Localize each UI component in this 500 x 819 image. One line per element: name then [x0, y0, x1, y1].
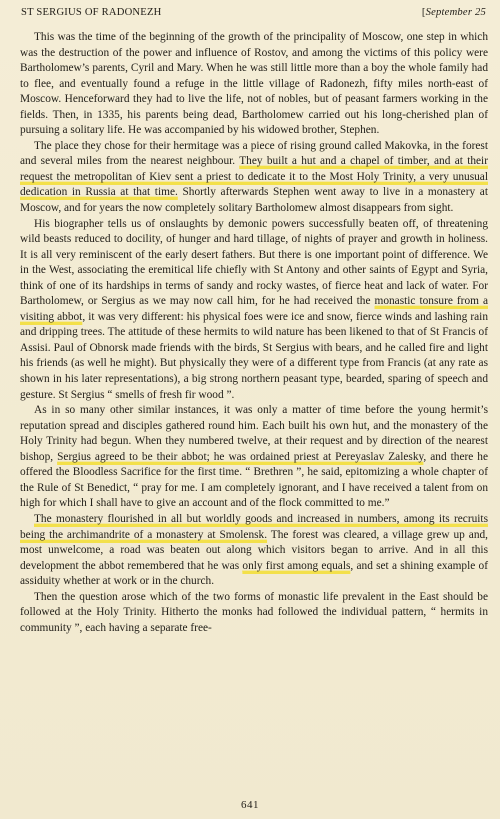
paragraph-text: , and set a shining example of assiduity whether at work or in the church. [20, 559, 488, 588]
date-text: September 25 [425, 7, 486, 18]
running-title: ST SERGIUS OF RADONEZH [21, 7, 162, 18]
paragraph-4 [20, 403, 488, 512]
paragraph-1 [20, 30, 488, 139]
highlighted-text: only first among equals [242, 559, 351, 572]
article-body [20, 30, 488, 636]
paragraph-text: The forest was cleared, a village grew up and, most unwelcome, a road was beaten out along which visitors began to arrive. And in all this development the abbot remembered that he was [20, 528, 488, 572]
highlighted-text: monastic tonsure from a visiting abbot [20, 295, 488, 323]
paragraph-text: The place they chose for their hermitage was a piece of rising ground called Makovka, in the forest and several miles from the nearest neighbour. [20, 139, 488, 168]
page-number: 641 [241, 799, 259, 811]
paragraph-text: , it was very different: his physical foes were ice and snow, fierce winds and lashing rain and dripping trees. The attitude of these hermits to wild nature has been likened to that of St Francis of Assisi. Paul of Obnorsk made friends with the birds, St Sergius with bears, and he called fire and light his friends (as well he might). But physically they were of a different type from Francis (at any rate as shown in his later representations), a big strong northern peasant type, bearded, sparing of speech and gesture. St Sergius “ smells of fresh fir wood ”. [20, 310, 488, 401]
date-bracket: [ [421, 7, 426, 18]
date-label [422, 7, 486, 18]
paragraph-6 [20, 590, 488, 637]
paragraph-text: Shortly afterwards Stephen went away to live in a monastery at Moscow, and for years the now completely solitary Bartholomew almost disappears from sight. [20, 186, 488, 215]
paragraph-2 [20, 139, 488, 217]
highlighted-text: Sergius agreed to be their abbot; he was ordained priest at Pereyaslav Zalesky [57, 450, 424, 463]
paragraph-5 [20, 512, 488, 590]
highlighted-text: They built a hut and a chapel of timber, and at their request the metropolitan of Kiev sent a priest to dedicate it to the Most Holy Trinity, a very unusual dedication in Russia at that time. [20, 155, 488, 199]
paragraph-text: , and there he offered the Bloodless Sacrifice for the first time. “ Brethren ”, he said, epitomizing a whole chapter of the Rule of St Benedict, “ pray for me. I am completely ignorant, and I have received a talent from on high for which I shall have to give an account and of the flock committed to me.” [20, 450, 488, 510]
paragraph-3 [20, 217, 488, 404]
paragraph-text: This was the time of the beginning of the growth of the principality of Moscow, one step in which was the destruction of the power and influence of Rostov, and among the victims of this policy were Bartholomew’s parents, Cyril and Mary. When he was still little more than a boy the whole family had to flee, and eventually found a refuge in the little village of Radonezh, fifty miles north-east of Moscow. Henceforward they had to live the life, not of nobles, but of peasant farmers working in the fields. Then, in 1335, his parents being dead, Bartholomew carried out his long-cherished plan of pursuing a solitary life. He was accompanied by his widowed brother, Stephen. [20, 31, 488, 137]
highlighted-text: The monastery flourished in all but worldly goods and increased in numbers, among its recruits being the archimandrite of a monastery at Smolensk. [20, 512, 488, 541]
paragraph-text: His biographer tells us of onslaughts by demonic powers successfully beaten off, of threatening wild beasts reduced to docility, of hunger and hard tillage, of nights of prayer and growth in holiness. It is all very reminiscent of the early desert fathers. But there is one important point of difference. We in the West, associating the eremitical life chiefly with St Antony and other saints of Egypt and Syria, think of one of its hardships in terms of sandy and rocky wastes, of fierce heat and lack of water. For Bartholomew, or Sergius as we may now call him, for he had received the [20, 217, 488, 308]
paragraph-text: Then the question arose which of the two forms of monastic life prevalent in the East should be followed at the Holy Trinity. Hitherto the monks had followed the individual pattern, “ hermits in community ”, each having a separate free- [20, 590, 488, 634]
paragraph-text: As in so many other similar instances, it was only a matter of time before the young hermit’s reputation spread and disciples gathered round him. Each built his own hut, and the monastery of the Holy Trinity had begun. When they numbered twelve, at their request and by direction of the nearest bishop, [20, 404, 488, 463]
